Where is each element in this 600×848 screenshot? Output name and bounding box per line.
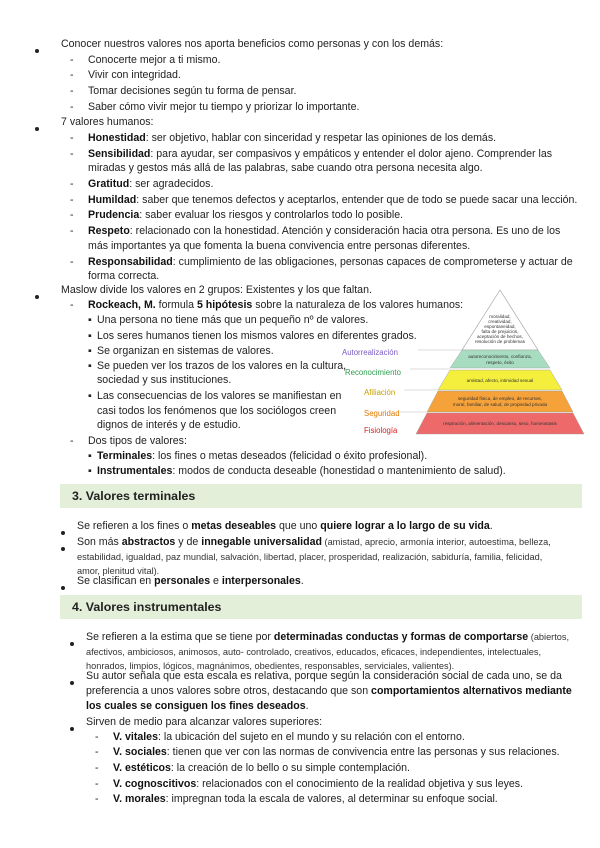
- dash-icon: -: [70, 435, 74, 447]
- square-bullet-icon: ▪: [88, 465, 92, 477]
- pyramid-text: autoreconocimiento, confianza,: [468, 354, 532, 359]
- dash-icon: -: [70, 54, 74, 66]
- pyramid-label-reconocimiento: Reconocimiento: [345, 368, 401, 377]
- terminales-bullet-2: Son más abstractos y de innegable universalidad (amistad, aprecio, armonía interior, autoestima, belleza,: [77, 536, 551, 548]
- value-humildad: Humildad: saber que tenemos defectos y aceptarlos, entender que de todo se puede sacar una lección.: [88, 194, 578, 206]
- instrumentales-bullet-2-cont: preferencia a unos valores sobre otros, destacando que son comportamientos alternativos mediante: [86, 685, 572, 697]
- instrumentales-bullet-1-cont: honrados, limpios, lógicos, magnánimos, obedientes, responsables, serviciales, valientes).: [86, 661, 455, 671]
- instrumentales-bullet-2-cont: los cuales se consiguen los fines deseados.: [86, 700, 309, 712]
- valor-sociales: V. sociales: tienen que ver con las normas de convivencia entre las personas y sus relaciones.: [113, 746, 560, 758]
- value-prudencia: Prudencia: saber evaluar los riesgos y controlarlos todo lo posible.: [88, 209, 404, 221]
- dash-icon: -: [70, 299, 74, 311]
- intro-item: Vivir con integridad.: [88, 69, 181, 81]
- hypothesis-item: Los seres humanos tienen los mismos valores en diferentes grados.: [97, 330, 417, 342]
- bullet-icon: [35, 44, 39, 57]
- value-respeto: Respeto: relacionado con la honestidad. Atención y consideración hacia otra persona. Es uno de los: [88, 225, 561, 237]
- pyramid-text: falta de prejuicios,: [481, 329, 519, 334]
- pyramid-text: respiración, alimentación, descanso, sexo, homeostasis: [443, 421, 557, 426]
- hypothesis-item: Se organizan en sistemas de valores.: [97, 345, 274, 357]
- square-bullet-icon: ▪: [88, 330, 92, 342]
- intro-item: Tomar decisiones según tu forma de pensar.: [88, 85, 297, 97]
- dash-icon: -: [95, 746, 99, 758]
- human-values-lead: 7 valores humanos:: [61, 116, 154, 128]
- pyramid-text: respeto, éxito: [486, 360, 514, 365]
- bullet-icon: [70, 722, 74, 735]
- instrumentales-bullet-1-cont: afectivos, ambiciosos, animosos, auto- controlado, creativos, educados, eficaces, independientes, intelectuales,: [86, 647, 542, 657]
- hypothesis-item: Las consecuencias de los valores se manifiestan en: [97, 390, 342, 402]
- dash-icon: -: [95, 793, 99, 805]
- bullet-icon: [35, 290, 39, 303]
- value-respeto-cont: más importantes ya que fomenta la buena convivencia entre personas diferentes.: [88, 240, 471, 252]
- value-honestidad: Honestidad: ser objetivo, hablar con sinceridad y respetar las opiniones de los demás.: [88, 132, 497, 144]
- dash-icon: -: [95, 731, 99, 743]
- square-bullet-icon: ▪: [88, 450, 92, 462]
- section-heading-terminales: 3. Valores terminales: [60, 484, 582, 508]
- square-bullet-icon: ▪: [88, 390, 92, 402]
- pyramid-text: moralidad,: [489, 314, 511, 319]
- pyramid-text: creatividad,: [488, 319, 512, 324]
- pyramid-text: espontaneidad,: [484, 324, 516, 329]
- terminales-bullet-3: Se clasifican en personales e interpersonales.: [77, 575, 304, 587]
- hypothesis-item-cont: casi todos los fenómenos que los sociólogos creen: [97, 405, 337, 417]
- square-bullet-icon: ▪: [88, 314, 92, 326]
- dash-icon: -: [70, 85, 74, 97]
- hypothesis-item-cont: sociedad y sus instituciones.: [97, 374, 232, 386]
- type-instrumentales: Instrumentales: modos de conducta deseable (honestidad o mantenimiento de salud).: [97, 465, 506, 477]
- value-responsabilidad: Responsabilidad: cumplimiento de las obligaciones, personas capaces de comprometerse y actuar de: [88, 256, 573, 268]
- maslow-lead: Maslow divide los valores en 2 grupos: Existentes y los que faltan.: [61, 284, 372, 296]
- pyramid-label-afiliacion: Afiliación: [364, 388, 396, 397]
- pyramid-text: aceptación de hechos,: [477, 334, 523, 339]
- dash-icon: -: [70, 209, 74, 221]
- intro-item: Saber cómo vivir mejor tu tiempo y priorizar lo importante.: [88, 101, 360, 113]
- value-sensibilidad: Sensibilidad: para ayudar, ser compasivos y empáticos y entender el dolor ajeno. Comprender las: [88, 148, 553, 160]
- dash-icon: -: [70, 225, 74, 237]
- pyramid-text: resolución de problemas: [474, 339, 526, 344]
- valor-cognoscitivos: V. cognoscitivos: relacionados con el conocimiento de la realidad objetiva y sus leyes.: [113, 778, 524, 790]
- pyramid-text: amistad, afecto, intimidad sexual: [466, 378, 534, 383]
- dash-icon: -: [95, 778, 99, 790]
- dash-icon: -: [70, 256, 74, 268]
- dash-icon: -: [70, 178, 74, 190]
- square-bullet-icon: ▪: [88, 345, 92, 357]
- dash-icon: -: [70, 101, 74, 113]
- dash-icon: -: [70, 194, 74, 206]
- terminales-bullet-1: Se refieren a los fines o metas deseables que uno quiere lograr a lo largo de su vida.: [77, 520, 493, 532]
- rokeach-line: Rockeach, M. formula 5 hipótesis sobre la naturaleza de los valores humanos:: [88, 299, 464, 311]
- value-sensibilidad-cont: miradas y gestos más allá de las palabras, sabe cuando otra persona necesita algo.: [88, 162, 483, 174]
- pyramid-text: moral, familiar, de salud, de propiedad privada: [452, 402, 548, 407]
- bullet-icon: [70, 637, 74, 650]
- terminales-bullet-2-cont: estabilidad, igualdad, paz mundial, salvación, libertad, placer, prosperidad, realización, sabiduría, familia, felicidad,: [77, 552, 543, 562]
- maslow-pyramid: [342, 288, 586, 436]
- pyramid-label-autorrealizacion: Autorrealización: [342, 348, 398, 357]
- square-bullet-icon: ▪: [88, 360, 92, 372]
- type-terminales: Terminales: los fines o metas deseados (felicidad o éxito profesional).: [97, 450, 428, 462]
- valor-vitales: V. vitales: la ubicación del sujeto en el mundo y su relación con el entorno.: [113, 731, 465, 743]
- bullet-icon: [61, 526, 65, 539]
- pyramid-label-fisiologia: Fisiología: [364, 426, 398, 435]
- pyramid-level-reconocimiento: [450, 350, 550, 368]
- section-heading-instrumentales: 4. Valores instrumentales: [60, 595, 582, 619]
- types-lead: Dos tipos de valores:: [88, 435, 187, 447]
- hypothesis-item: Una persona no tiene más que un pequeño nº de valores.: [97, 314, 369, 326]
- dash-icon: -: [95, 762, 99, 774]
- valor-esteticos: V. estéticos: la creación de lo bello o su simple contemplación.: [113, 762, 411, 774]
- hypothesis-item: Se pueden ver los trazos de los valores en la cultura,: [97, 360, 347, 372]
- valor-morales: V. morales: impregnan toda la escala de valores, al determinar su enfoque social.: [113, 793, 498, 805]
- bullet-icon: [35, 122, 39, 135]
- terminales-bullet-2-cont: amor, plenitud vital).: [77, 566, 160, 576]
- hypothesis-item-cont: dignos de interés y de estudio.: [97, 419, 241, 431]
- value-responsabilidad-cont: forma correcta.: [88, 270, 160, 282]
- value-gratitud: Gratitud: ser agradecidos.: [88, 178, 214, 190]
- instrumentales-bullet-3: Sirven de medio para alcanzar valores superiores:: [86, 716, 323, 728]
- bullet-icon: [70, 676, 74, 689]
- pyramid-label-seguridad: Seguridad: [364, 409, 400, 418]
- instrumentales-bullet-1: Se refieren a la estima que se tiene por determinadas conductas y formas de comportarse (abiertos,: [86, 631, 570, 643]
- dash-icon: -: [70, 69, 74, 81]
- intro-lead: Conocer nuestros valores nos aporta beneficios como personas y con los demás:: [61, 38, 444, 50]
- bullet-icon: [61, 542, 65, 555]
- dash-icon: -: [70, 148, 74, 160]
- dash-icon: -: [70, 132, 74, 144]
- bullet-icon: [61, 581, 65, 594]
- intro-item: Conocerte mejor a ti mismo.: [88, 54, 221, 66]
- pyramid-text: seguridad física, de empleo, de recursos,: [457, 396, 543, 401]
- instrumentales-bullet-2: Su autor señala que esta escala es relativa, porque según la consideración social de cada uno, se da: [86, 670, 562, 682]
